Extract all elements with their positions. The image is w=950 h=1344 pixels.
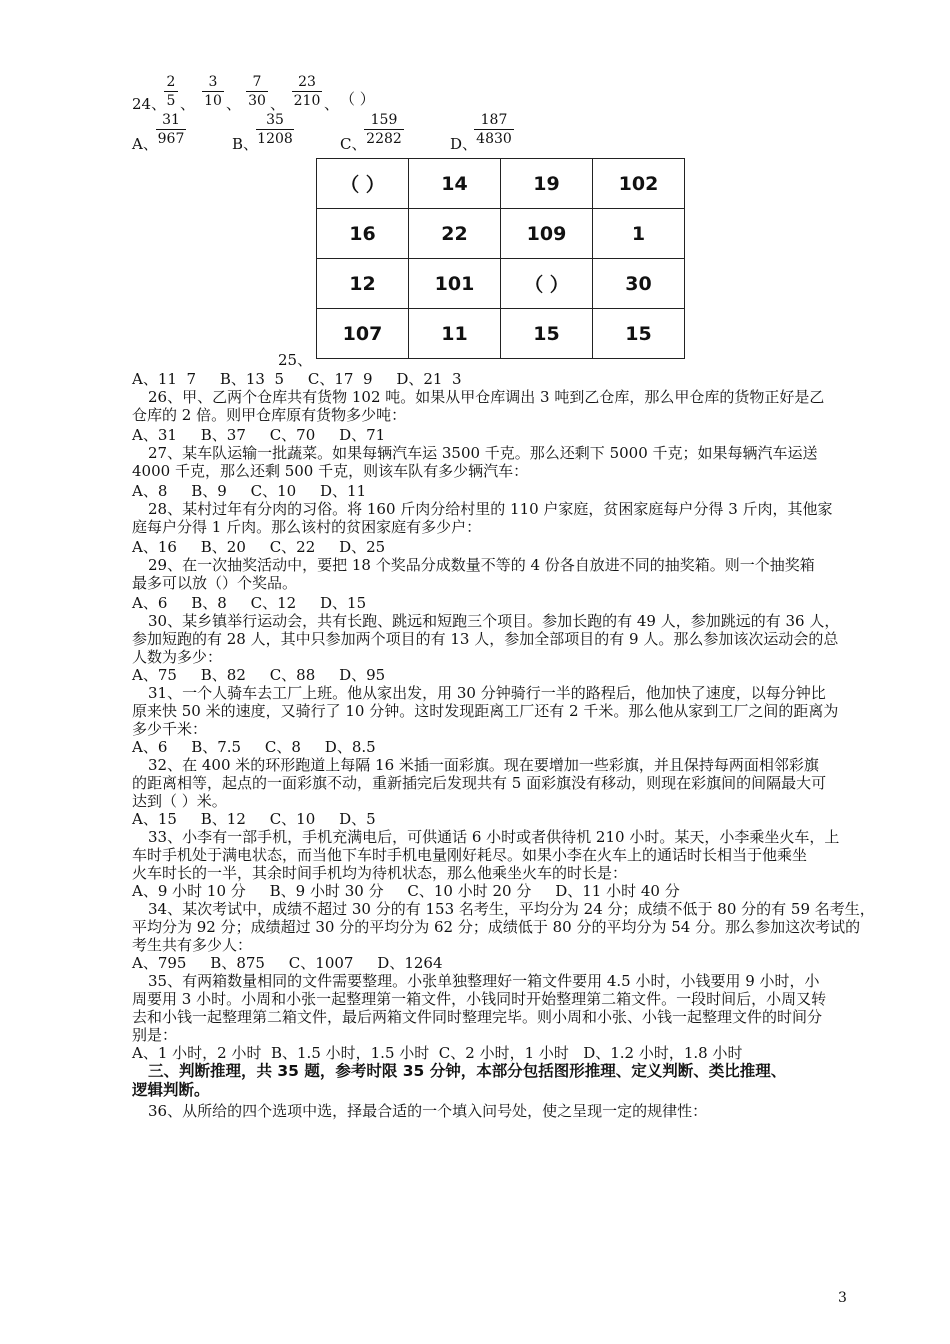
q26-options: A、31 B、37 C、70 D、71 <box>132 426 386 444</box>
q27-text-line-1: 27、某车队运输一批蔬菜。如果每辆汽车运 3500 千克。那么还剩下 5000 千克；如果每辆汽车运送 <box>148 444 818 462</box>
q33-text-line-3: 火车时长的一半，其余时间手机均为待机状态，那么他乘坐火车的时长是： <box>132 864 628 882</box>
q32-text-line-3: 达到（ ）米。 <box>132 792 227 810</box>
grid-cell: （ ） <box>317 159 409 209</box>
q34-text-line-1: 34、某次考试中，成绩不超过 30 分的有 153 名考生，平均分为 24 分；成绩不低于 80 分的有 59 名考生， <box>148 900 875 918</box>
q24-separator: 、 <box>270 95 286 113</box>
q24-option-c-fraction: $\frac{159}{2282}$ <box>364 112 404 147</box>
q29-text-line-1: 29、在一次抽奖活动中，要把 18 个奖品分成数量不等的 4 份各自放进不同的抽奖箱。则一个抽奖箱 <box>148 556 815 574</box>
grid-cell: 11 <box>409 309 501 359</box>
q32-text-line-1: 32、在 400 米的环形跑道上每隔 16 米插一面彩旗。现在要增加一些彩旗，并且保持每两面相邻彩旗 <box>148 756 819 774</box>
q36-text: 36、从所给的四个选项中选，择最合适的一个填入问号处，使之呈现一定的规律性： <box>148 1102 708 1120</box>
q24-option-d-fraction: $\frac{187}{4830}$ <box>474 112 514 147</box>
q35-text-line-2: 周要用 3 小时。小周和小张一起整理第一箱文件，小钱同时开始整理第二箱文件。一段时间后，小周又转 <box>132 990 827 1008</box>
q28-text-line-1: 28、某村过年有分肉的习俗。将 160 斤肉分给村里的 110 户家庭，贫困家庭每户分得 3 斤肉，其他家 <box>148 500 833 518</box>
section-3-heading-line-2: 逻辑判断。 <box>132 1081 210 1099</box>
grid-cell: 12 <box>317 259 409 309</box>
q34-options: A、795 B、875 C、1007 D、1264 <box>132 954 443 972</box>
q26-text-line-1: 26、甲、乙两个仓库共有货物 102 吨。如果从甲仓库调出 3 吨到乙仓库，那么甲仓库的货物正好是乙 <box>148 388 825 406</box>
q33-options: A、9 小时 10 分 B、9 小时 30 分 C、10 小时 20 分 D、11 小时 40 分 <box>132 882 680 900</box>
q24-label: 24、 <box>132 95 167 113</box>
q30-options: A、75 B、82 C、88 D、95 <box>132 666 386 684</box>
q24-separator: 、 <box>226 95 242 113</box>
q31-text-line-1: 31、一个人骑车去工厂上班。他从家出发，用 30 分钟骑行一半的路程后，他加快了速度，以每分钟比 <box>148 684 826 702</box>
q24-fraction-2: $\frac{3}{10}$ <box>202 74 224 109</box>
q31-text-line-2: 原来快 50 米的速度，又骑行了 10 分钟。这时发现距离工厂还有 2 千米。那么他从家到工厂之间的距离为 <box>132 702 839 720</box>
grid-cell: 109 <box>501 209 593 259</box>
q29-text-line-2: 最多可以放（）个奖品。 <box>132 574 298 592</box>
q27-text-line-2: 4000 千克，那么还剩 500 千克，则该车队有多少辆汽车： <box>132 462 529 480</box>
q24-option-a-label: A、 <box>132 135 158 153</box>
q26-text-line-2: 仓库的 2 倍。则甲仓库原有货物多少吨： <box>132 406 407 424</box>
grid-cell: 1 <box>593 209 685 259</box>
q28-text-line-2: 庭每户分得 1 斤肉。那么该村的贫困家庭有多少户： <box>132 518 482 536</box>
q32-text-line-2: 的距离相等，起点的一面彩旗不动，重新插完后发现共有 5 面彩旗没有移动，则现在彩旗间的间隔最大可 <box>132 774 827 792</box>
grid-cell: 22 <box>409 209 501 259</box>
q29-options: A、6 B、8 C、12 D、15 <box>132 594 367 612</box>
q30-text-line-1: 30、某乡镇举行运动会，共有长跑、跳远和短跑三个项目。参加长跑的有 49 人，参加跳远的有 36 人， <box>148 612 840 630</box>
q24-separator: 、 <box>180 95 196 113</box>
grid-cell: 30 <box>593 259 685 309</box>
q32-options: A、15 B、12 C、10 D、5 <box>132 810 376 828</box>
grid-cell: 19 <box>501 159 593 209</box>
q24-fraction-4: $\frac{23}{210}$ <box>293 74 321 109</box>
q24-option-d-label: D、 <box>450 135 478 153</box>
q35-text-line-1: 35、有两箱数量相同的文件需要整理。小张单独整理好一箱文件要用 4.5 小时，小钱要用 9 小时，小 <box>148 972 820 990</box>
grid-cell: 101 <box>409 259 501 309</box>
q24-fraction-1: $\frac{2}{5}$ <box>164 74 178 109</box>
page-number: 3 <box>838 1290 847 1306</box>
q30-text-line-3: 人数为多少： <box>132 648 223 666</box>
q33-text-line-2: 车时手机处于满电状态，而当他下车时手机电量刚好耗尽。如果小李在火车上的通话时长相当于他乘坐 <box>132 846 808 864</box>
q24-blank: （ ） <box>340 90 375 108</box>
q28-options: A、16 B、20 C、22 D、25 <box>132 538 386 556</box>
grid-cell: 15 <box>593 309 685 359</box>
q24-fraction-3: $\frac{7}{30}$ <box>246 74 268 109</box>
q35-options: A、1 小时，2 小时 B、1.5 小时，1.5 小时 C、2 小时，1 小时 D、1.2 小时，1.8 小时 <box>132 1044 743 1062</box>
q35-text-line-3: 去和小钱一起整理第二箱文件，最后两箱文件同时整理完毕。则小周和小张、小钱一起整理文件的时间分 <box>132 1008 823 1026</box>
q33-text-line-1: 33、小李有一部手机，手机充满电后，可供通话 6 小时或者供待机 210 小时。某天，小李乘坐火车，上 <box>148 828 840 846</box>
grid-cell: 15 <box>501 309 593 359</box>
q27-options: A、8 B、9 C、10 D、11 <box>132 482 367 500</box>
q24-separator: 、 <box>324 95 340 113</box>
grid-cell: 14 <box>409 159 501 209</box>
q30-text-line-2: 参加短跑的有 28 人，其中只参加两个项目的有 13 人，参加全部项目的有 9 人。那么参加该次运动会的总 <box>132 630 839 648</box>
section-3-heading-line-1: 三、判断推理，共 35 题，参考时限 35 分钟，本部分包括图形推理、定义判断、类比推理、 <box>148 1062 787 1080</box>
q34-text-line-3: 考生共有多少人： <box>132 936 253 954</box>
q24-option-b-fraction: $\frac{35}{1208}$ <box>257 112 293 147</box>
q31-options: A、6 B、7.5 C、8 D、8.5 <box>132 738 376 756</box>
q31-text-line-3: 多少千米： <box>132 720 208 738</box>
q25-label: 25、 <box>278 351 313 369</box>
q25-options: A、11 7 B、13 5 C、17 9 D、21 3 <box>132 370 462 388</box>
q24-option-c-label: C、 <box>340 135 367 153</box>
grid-cell: （ ） <box>501 259 593 309</box>
q25-number-grid <box>316 158 685 359</box>
q35-text-line-4: 别是： <box>132 1026 178 1044</box>
q24-option-a-fraction: $\frac{31}{967}$ <box>157 112 185 147</box>
grid-cell: 16 <box>317 209 409 259</box>
q24-option-b-label: B、 <box>232 135 259 153</box>
grid-cell: 107 <box>317 309 409 359</box>
q34-text-line-2: 平均分为 92 分；成绩超过 30 分的平均分为 62 分；成绩低于 80 分的平均分为 54 分。那么参加这次考试的 <box>132 918 861 936</box>
grid-cell: 102 <box>593 159 685 209</box>
